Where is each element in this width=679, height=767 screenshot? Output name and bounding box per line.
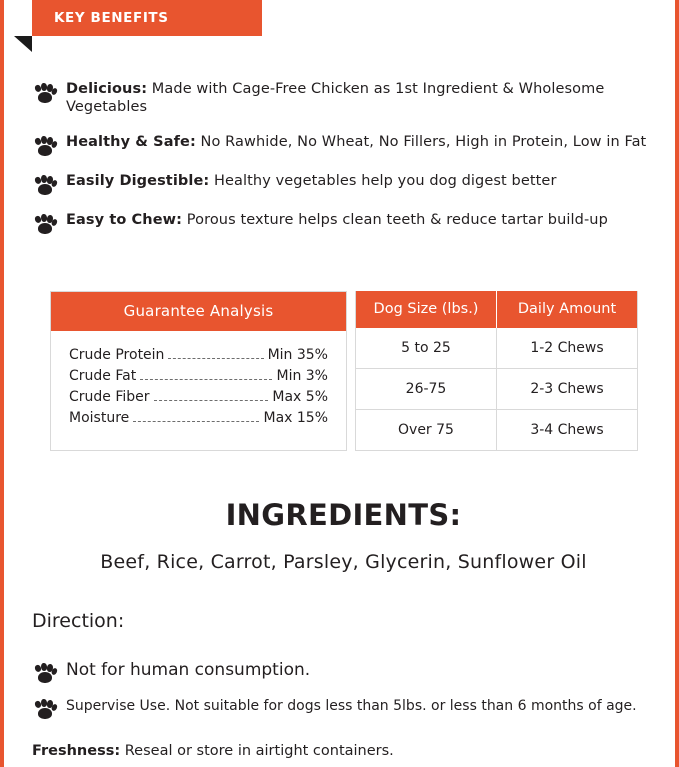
benefits-list xyxy=(34,80,659,250)
benefit-detail: Healthy vegetables help you dog digest better xyxy=(209,173,557,189)
cell-dog-size: 26-75 xyxy=(356,369,497,409)
nutrient-name: Moisture xyxy=(69,410,130,426)
feeding-guide-table xyxy=(355,291,638,451)
freshness-label: Freshness: xyxy=(32,743,121,759)
benefit-detail: No Rawhide, No Wheat, No Fillers, High in Protein, Low in Fat xyxy=(195,134,647,150)
guarantee-table-body xyxy=(51,331,346,445)
freshness-text: Reseal or store in airtight containers. xyxy=(120,743,394,759)
list-item xyxy=(34,696,664,718)
table-row xyxy=(356,410,637,450)
cell-daily-amount: 1-2 Chews xyxy=(530,340,604,356)
nutrient-name: Crude Fat xyxy=(69,368,137,384)
list-item xyxy=(34,133,659,155)
benefit-text xyxy=(66,133,646,151)
benefit-text xyxy=(66,172,557,190)
paw-icon xyxy=(34,698,56,718)
cell-daily-amount: 3-4 Chews xyxy=(530,422,604,438)
table-row xyxy=(69,366,328,387)
cell-dog-size: 5 to 25 xyxy=(356,328,497,368)
table-row xyxy=(356,369,637,410)
table-row xyxy=(356,328,637,369)
guarantee-analysis-table xyxy=(50,291,347,451)
direction-list xyxy=(34,660,664,732)
freshness-note xyxy=(32,742,394,760)
nutrient-name: Crude Protein xyxy=(69,347,165,363)
paw-icon xyxy=(34,135,56,155)
list-item xyxy=(34,80,659,116)
nutrient-value: Min 3% xyxy=(276,368,328,384)
benefit-label: Easily Digestible: xyxy=(66,173,210,189)
banner-title: KEY BENEFITS xyxy=(32,0,262,36)
nutrient-value: Max 15% xyxy=(263,410,328,426)
benefit-detail: Porous texture helps clean teeth & reduce tartar build-up xyxy=(182,212,608,228)
benefit-text xyxy=(66,80,659,116)
feeding-table-header xyxy=(356,291,637,328)
dotted-leader xyxy=(154,399,269,401)
dotted-leader xyxy=(133,420,259,422)
benefit-label: Healthy & Safe: xyxy=(66,134,196,150)
dotted-leader xyxy=(140,378,272,380)
direction-title: Direction: xyxy=(32,610,125,632)
benefit-text xyxy=(66,211,608,229)
tables-section xyxy=(50,291,638,451)
cell-dog-size: Over 75 xyxy=(356,410,497,450)
column-header-daily-amount: Daily Amount xyxy=(517,301,617,317)
paw-icon xyxy=(34,662,56,682)
nutrient-value: Max 5% xyxy=(272,389,328,405)
paw-icon xyxy=(34,82,56,102)
ingredients-title: INGREDIENTS: xyxy=(225,498,462,532)
benefit-detail: Made with Cage-Free Chicken as 1st Ingredient & Wholesome Vegetables xyxy=(66,81,605,115)
nutrient-name: Crude Fiber xyxy=(69,389,150,405)
paw-icon xyxy=(34,213,56,233)
table-row xyxy=(69,387,328,408)
guarantee-table-header: Guarantee Analysis xyxy=(51,292,346,331)
cell-daily-amount: 2-3 Chews xyxy=(530,381,604,397)
banner-fold-shape xyxy=(14,36,32,52)
benefit-label: Delicious: xyxy=(66,81,148,97)
direction-text: Supervise Use. Not suitable for dogs less than 5lbs. or less than 6 months of age. xyxy=(66,698,637,714)
direction-text: Not for human consumption. xyxy=(66,660,311,680)
column-header-dog-size: Dog Size (lbs.) xyxy=(356,291,497,328)
list-item xyxy=(34,211,659,233)
list-item xyxy=(34,172,659,194)
ingredients-text: Beef, Rice, Carrot, Parsley, Glycerin, Sunflower Oil xyxy=(100,551,587,573)
dotted-leader xyxy=(168,357,263,359)
nutrient-value: Min 35% xyxy=(267,347,328,363)
table-row xyxy=(69,408,328,429)
benefit-label: Easy to Chew: xyxy=(66,212,183,228)
paw-icon xyxy=(34,174,56,194)
table-row xyxy=(69,345,328,366)
key-benefits-banner xyxy=(32,0,262,36)
list-item xyxy=(34,660,664,682)
